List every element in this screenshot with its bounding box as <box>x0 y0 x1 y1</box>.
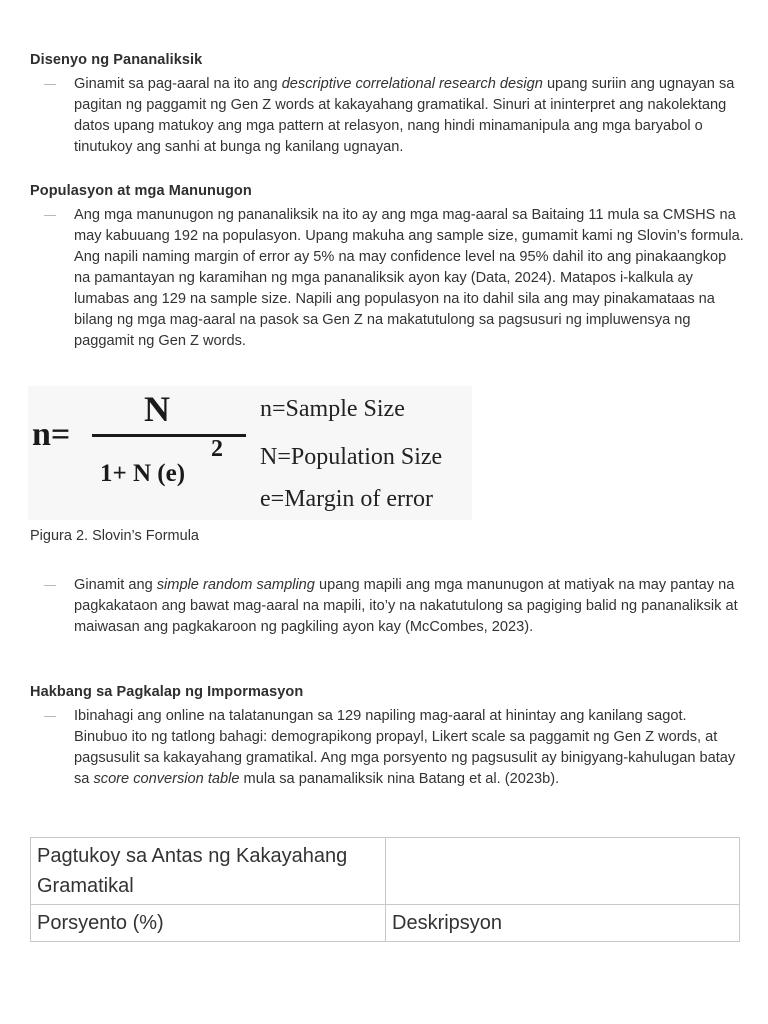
table-cell <box>386 838 740 905</box>
paragraph-sampling <box>74 575 744 638</box>
text: Ang mga manunugon ng pananaliksik na ito ay ang mga mag-aaral sa Baitaing 11 mula sa CMSHS na may kabuuang 192 na populasyon. Upang makuha ang sample size, gumamit kami ng Slovin’s formula. Ang napili naming margin of error ay 5% na may confidence level na 95% dahil ito ang pinakaangkop na pamantayan ng karamihan ng mga pananaliksik ayon kay (Data, 2024). Matapos i-kalkula ay lumabas ang 129 na sample size. Napili ang populasyon na ito dahil sila ang may pinakamataas na bilang ng mga mag-aaral na pasok sa Gen Z na makatutulong sa pagsusuri ng impluwensya ng paggamit ng Gen Z words. <box>74 207 744 349</box>
text: mula sa panamaliksik nina Batang et al. (2023b). <box>239 771 560 787</box>
table-cell: Pagtukoy sa Antas ng Kakayahang Gramatikal <box>31 838 386 905</box>
italic-term: simple random sampling <box>156 577 315 593</box>
formula-lhs: n= <box>32 416 71 453</box>
formula-legend-n: n=Sample Size <box>260 396 405 422</box>
list-dash <box>44 215 56 216</box>
paragraph-populasyon <box>74 205 744 352</box>
table-row <box>31 905 740 942</box>
text: upang suriin ang ugnayan sa pagitan ng paggamit ng Gen Z words at kakayahang gramatikal. Sinuri at ininterpret ang nakolektang datos upang matukoy ang mga pattern at relasyon, nang hindi minamanipula ang mga baryabol o tinutukoy ang sanhi at bunga ng kanilang ugnayan. <box>74 76 735 155</box>
italic-term: descriptive correlational research design <box>281 76 543 92</box>
formula-exponent: 2 <box>211 436 223 462</box>
formula-legend-e: e=Margin of error <box>260 486 434 512</box>
list-dash <box>44 716 56 717</box>
formula-denominator: 1+ N (e) <box>100 460 186 487</box>
formula-legend-N: N=Population Size <box>260 444 443 470</box>
italic-term: score conversion table <box>93 771 240 787</box>
slovin-formula-figure <box>28 386 472 520</box>
list-dash <box>44 585 56 586</box>
table-cell: Porsyento (%) <box>31 905 386 942</box>
list-dash <box>44 84 56 85</box>
table-row <box>31 838 740 905</box>
score-conversion-table <box>30 837 740 942</box>
text: upang mapili ang mga manunugon at matiyak na may pantay na pagkakataon ang bawat mag-aaral na mapili, ito’y na nakatutulong sa pagiging balid ng pananaliksik at maiwasan ang pagkakaroon ng pagkiling ayon kay (McCombes, 2023). <box>74 577 738 635</box>
text: Ginamit sa pag-aaral na ito ang <box>74 76 282 92</box>
formula-numerator: N <box>144 389 170 429</box>
table-cell: Deskripsyon <box>386 905 740 942</box>
text: Ginamit ang <box>74 577 157 593</box>
section-heading-populasyon: Populasyon at mga Manunugon <box>30 183 252 199</box>
section-heading-disenyo: Disenyo ng Pananaliksik <box>30 52 203 68</box>
paragraph-hakbang <box>74 706 744 790</box>
paragraph-disenyo <box>74 74 744 158</box>
figure-caption: Pigura 2. Slovin’s Formula <box>30 528 199 544</box>
section-heading-hakbang: Hakbang sa Pagkalap ng Impormasyon <box>30 684 304 700</box>
text: Ibinahagi ang online na talatanungan sa 129 napiling mag-aaral at hinintay ang kanilang sagot. Binubuo ito ng tatlong bahagi: demograpikong propayl, Likert scale sa paggamit ng Gen Z words, at pagsusulit sa kakayahang gramatikal. Ang mga porsyento ng pagsusulit ay binigyang-kahulugan batay sa <box>74 708 736 787</box>
